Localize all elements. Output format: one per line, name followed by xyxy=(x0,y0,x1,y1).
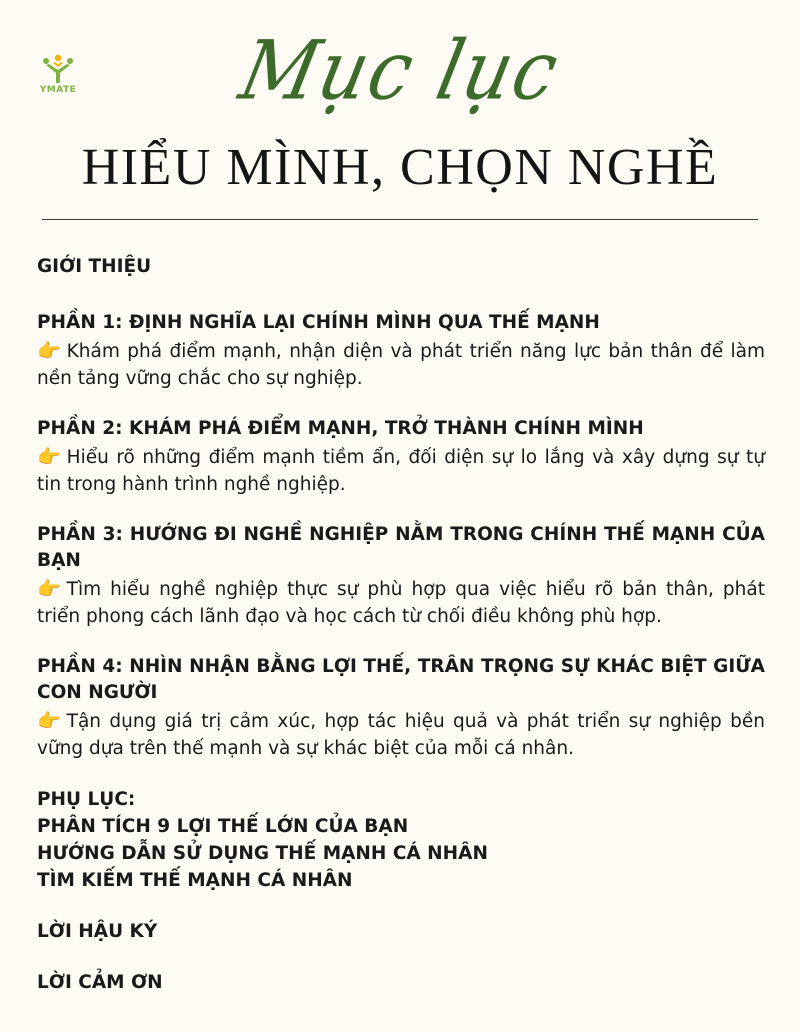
appendix-title[interactable]: PHỤ LỤC: xyxy=(37,789,136,810)
description-text: Hiểu rõ những điểm mạnh tiềm ẩn, đối diện sự lo lắng và xây dựng sự tự tin trong hành trình nghề nghiệp. xyxy=(37,447,765,495)
toc-afterword[interactable]: LỜI HẬU KÝ xyxy=(37,921,158,942)
toc-part-heading[interactable]: PHẦN 1: ĐỊNH NGHĨA LẠI CHÍNH MÌNH QUA THẾ MẠNH xyxy=(37,312,600,333)
toc-part-2 xyxy=(37,416,765,498)
toc-appendix xyxy=(37,786,765,894)
toc-part-3 xyxy=(37,522,765,630)
pointing-hand-icon: 👉 xyxy=(37,446,61,468)
script-title: Mục lục xyxy=(232,23,568,119)
description-text: Tìm hiểu nghề nghiệp thực sự phù hợp qua việc hiểu rõ bản thân, phát triển phong cách lãnh đạo và học cách từ chối điều không phù hợp. xyxy=(37,579,765,627)
appendix-item[interactable]: HƯỚNG DẪN SỬ DỤNG THẾ MẠNH CÁ NHÂN xyxy=(37,843,488,864)
description-text: Tận dụng giá trị cảm xúc, hợp tác hiệu quả và phát triển sự nghiệp bền vững dựa trên thế mạnh và sự khác biệt của mỗi cá nhân. xyxy=(37,711,765,759)
toc-part-1 xyxy=(37,310,765,392)
toc-part-heading[interactable]: PHẦN 3: HƯỚNG ĐI NGHỀ NGHIỆP NẰM TRONG CHÍNH THẾ MẠNH CỦA BẠN xyxy=(37,524,765,571)
page-title: HIỂU MÌNH, CHỌN NGHỀ xyxy=(81,139,719,196)
pointing-hand-icon: 👉 xyxy=(37,340,61,362)
toc-part-heading[interactable]: PHẦN 4: NHÌN NHẬN BẰNG LỢI THẾ, TRÂN TRỌNG SỰ KHÁC BIỆT GIỮA CON NGƯỜI xyxy=(37,656,765,703)
toc-part-description xyxy=(37,576,765,630)
description-text: Khám phá điểm mạnh, nhận diện và phát triển năng lực bản thân để làm nền tảng vững chắc cho sự nghiệp. xyxy=(37,341,765,389)
table-of-contents xyxy=(37,254,765,996)
appendix-item[interactable]: TÌM KIẾM THẾ MẠNH CÁ NHÂN xyxy=(37,870,353,891)
toc-part-heading[interactable]: PHẦN 2: KHÁM PHÁ ĐIỂM MẠNH, TRỞ THÀNH CHÍNH MÌNH xyxy=(37,418,644,439)
title-divider xyxy=(42,219,758,220)
pointing-hand-icon: 👉 xyxy=(37,578,61,600)
pointing-hand-icon: 👉 xyxy=(37,710,61,732)
toc-part-description xyxy=(37,444,765,498)
logo-text: YMATE xyxy=(39,85,77,95)
toc-part-4 xyxy=(37,654,765,762)
toc-intro[interactable]: GIỚI THIỆU xyxy=(37,256,152,277)
toc-thanks[interactable]: LỜI CẢM ƠN xyxy=(37,972,163,993)
toc-part-description xyxy=(37,708,765,762)
toc-part-description xyxy=(37,338,765,392)
appendix-item[interactable]: PHÂN TÍCH 9 LỢI THẾ LỚN CỦA BẠN xyxy=(37,816,409,837)
